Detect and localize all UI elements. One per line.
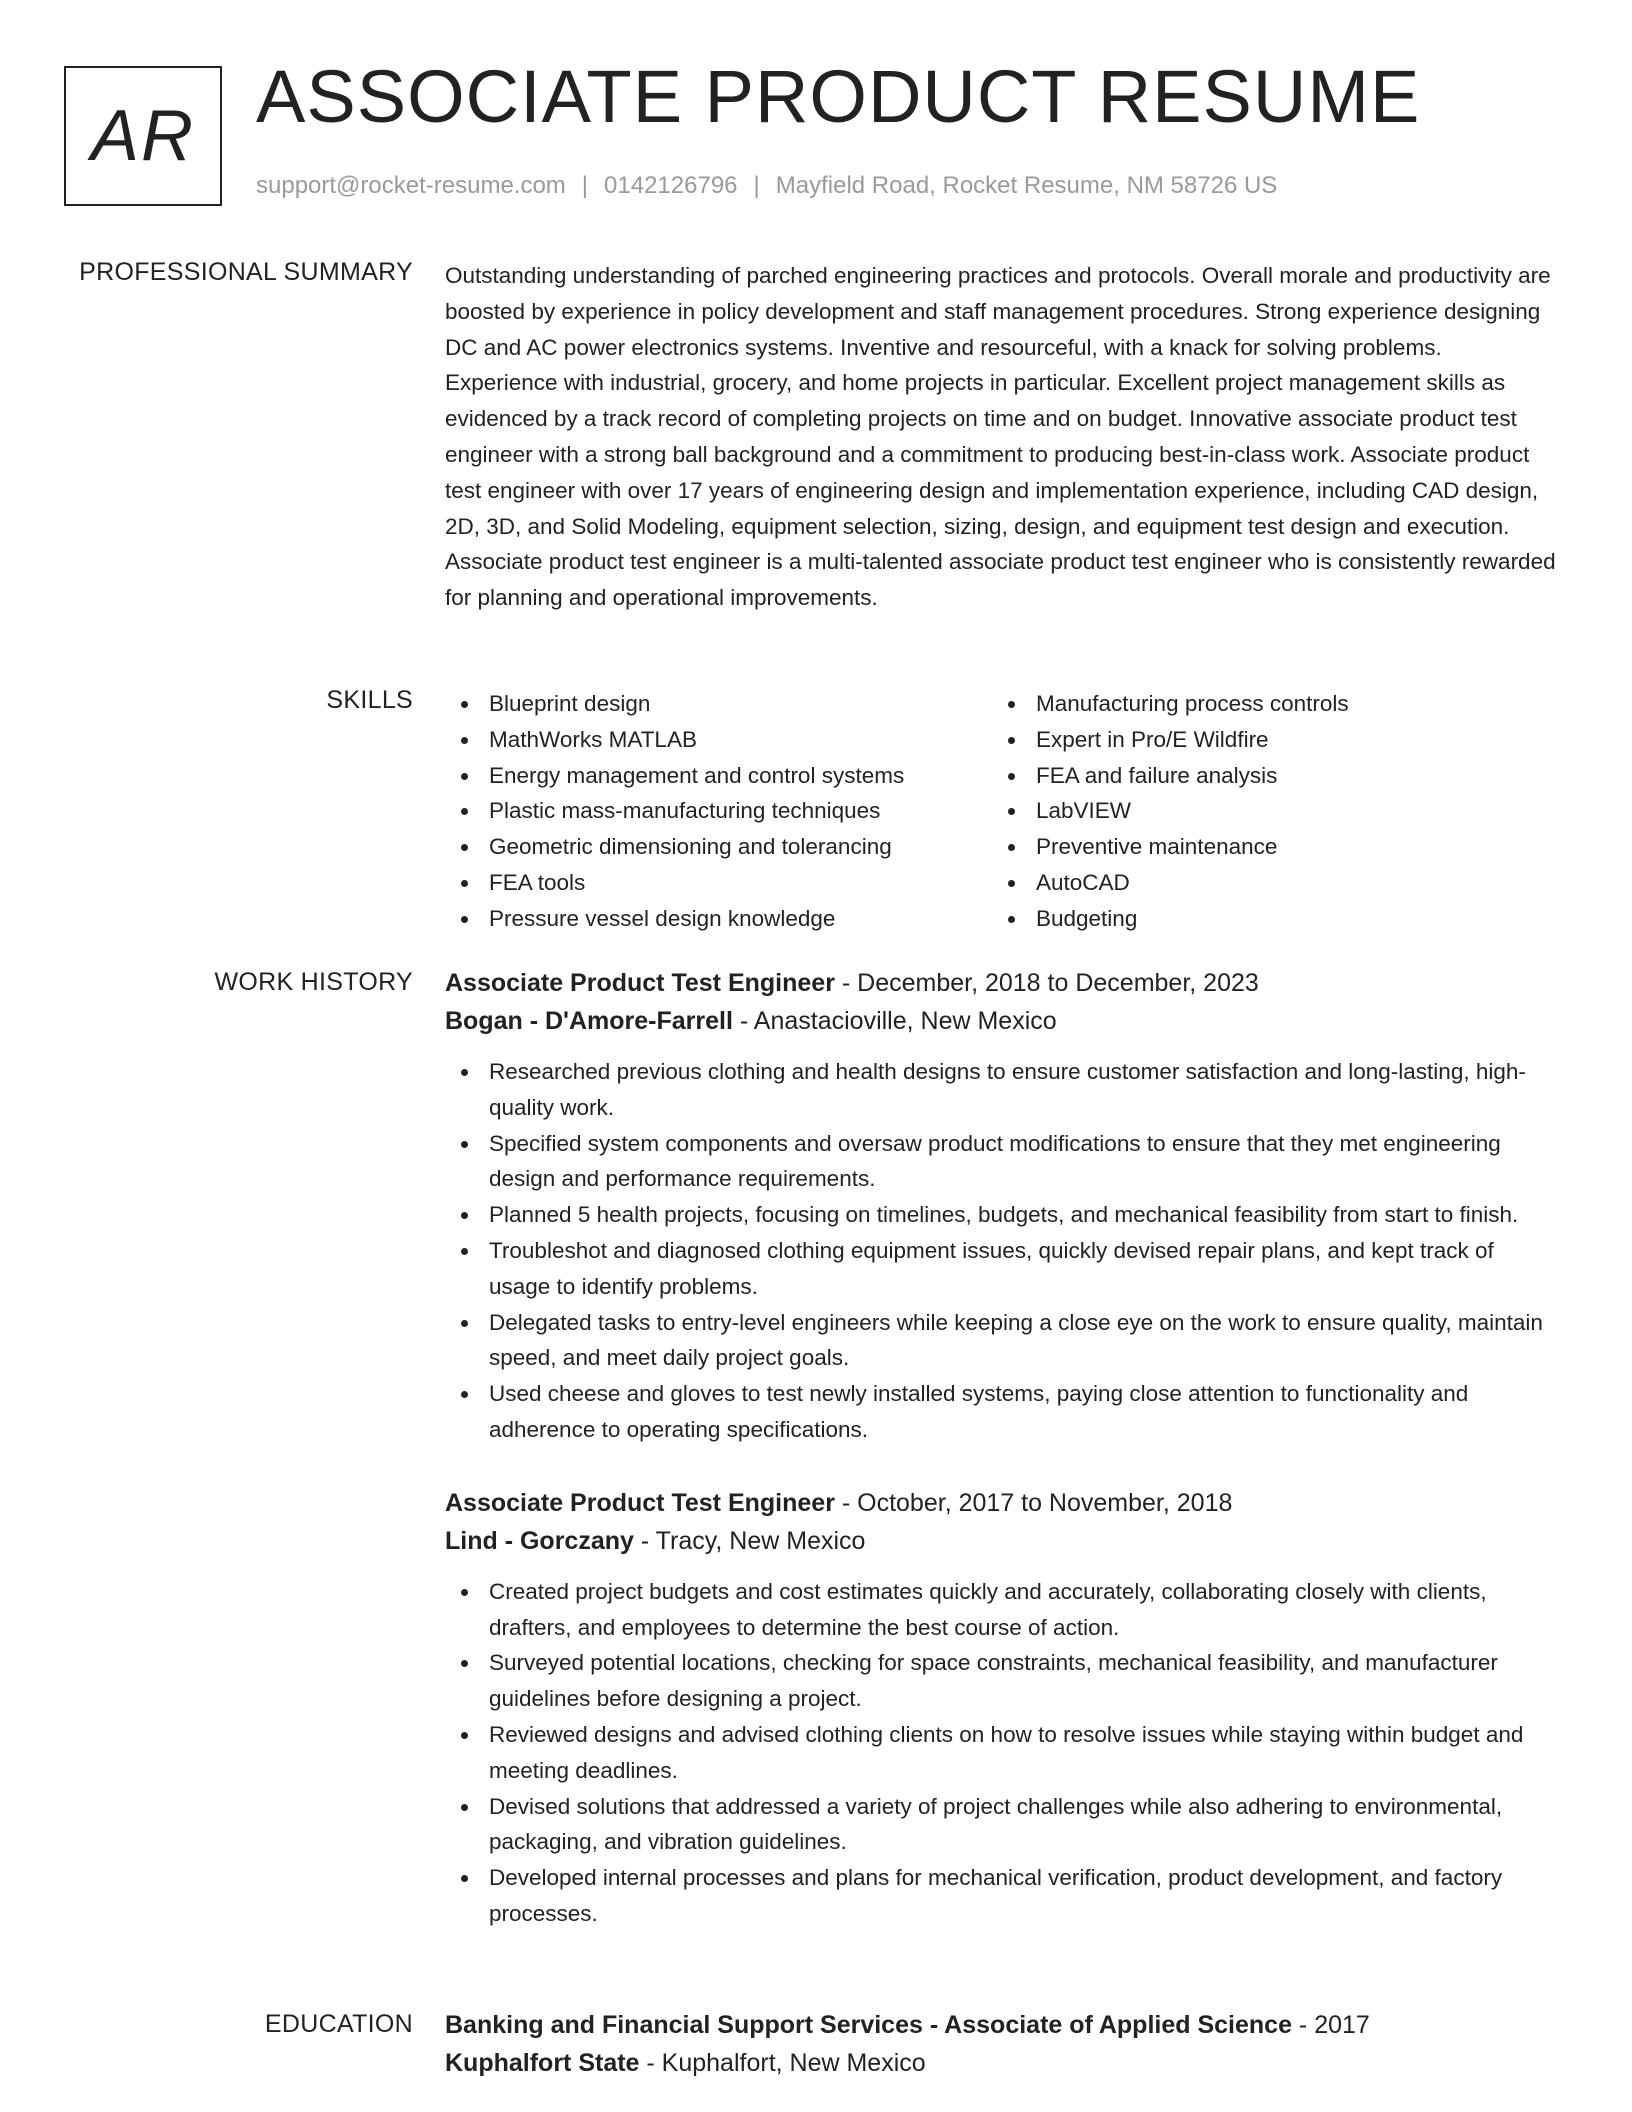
resume-title: ASSOCIATE PRODUCT RESUME bbox=[256, 55, 1421, 138]
monogram-avatar bbox=[64, 66, 222, 206]
skill-item: FEA tools bbox=[445, 865, 992, 901]
job-title-line bbox=[445, 964, 1560, 1002]
contact-line bbox=[256, 172, 1277, 200]
summary-body bbox=[445, 258, 1560, 616]
education-degree-line bbox=[445, 2006, 1560, 2044]
summary-label: PROFESSIONAL SUMMARY bbox=[79, 258, 413, 286]
job-bullet: Troubleshot and diagnosed clothing equipment issues, quickly devised repair plans, and kept track of usage to identify problems. bbox=[445, 1233, 1560, 1305]
skill-item: Pressure vessel design knowledge bbox=[445, 901, 992, 937]
skill-item: Geometric dimensioning and tolerancing bbox=[445, 829, 992, 865]
skill-item: LabVIEW bbox=[992, 793, 1539, 829]
job-title: Associate Product Test Engineer bbox=[445, 1488, 835, 1517]
skill-item: MathWorks MATLAB bbox=[445, 722, 992, 758]
contact-phone: 0142126796 bbox=[604, 172, 738, 199]
job-location: - Anastacioville, New Mexico bbox=[732, 1007, 1057, 1035]
skills-grid bbox=[445, 686, 1560, 937]
job-entry bbox=[445, 964, 1560, 1448]
skill-item: AutoCAD bbox=[992, 865, 1539, 901]
job-company-line bbox=[445, 1002, 1560, 1040]
education-school-line bbox=[445, 2044, 1560, 2082]
education-location: - Kuphalfort, New Mexico bbox=[639, 2049, 926, 2077]
skill-item: Budgeting bbox=[992, 901, 1539, 937]
contact-separator: | bbox=[753, 172, 760, 199]
job-company-line bbox=[445, 1522, 1560, 1560]
skill-item: Manufacturing process controls bbox=[992, 686, 1539, 722]
skill-item: Blueprint design bbox=[445, 686, 992, 722]
education-school: Kuphalfort State bbox=[445, 2049, 640, 2077]
summary-text: Outstanding understanding of parched engineering practices and protocols. Overall morale and productivity are boosted by experience in policy development and staff management procedures. Strong experience designing DC and AC power electronics systems. Inventive and resourceful, with a knack for solving problems. Experience with industrial, grocery, and home projects in particular. Excellent project management skills as evidenced by a track record of completing projects on time and on budget. Innovative associate product test engineer with a strong ball background and a commitment to producing best-in-class work. Associate product test engineer with over 17 years of engineering design and implementation experience, including CAD design, 2D, 3D, and Solid Modeling, equipment selection, sizing, design, and equipment test design and execution. Associate product test engineer is a multi-talented associate product test engineer who is consistently rewarded for planning and operational improvements. bbox=[445, 263, 1556, 611]
work-body bbox=[445, 964, 1560, 1932]
skills-label: SKILLS bbox=[326, 686, 413, 714]
education-body bbox=[445, 2006, 1560, 2082]
job-title: Associate Product Test Engineer bbox=[445, 969, 835, 997]
skills-body bbox=[445, 686, 1560, 937]
job-company: Lind - Gorczany bbox=[445, 1526, 634, 1555]
skill-item: Preventive maintenance bbox=[992, 829, 1539, 865]
job-title-line bbox=[445, 1484, 1560, 1522]
job-bullet: Created project budgets and cost estimates quickly and accurately, collaborating closely with clients, drafters, and employees to determine the best course of action. bbox=[445, 1574, 1560, 1646]
education-year: - 2017 bbox=[1291, 2011, 1370, 2039]
job-bullet: Planned 5 health projects, focusing on timelines, budgets, and mechanical feasibility from start to finish. bbox=[445, 1197, 1560, 1233]
education-degree: Banking and Financial Support Services - Associate of Applied Science bbox=[445, 2011, 1292, 2039]
job-bullet: Specified system components and oversaw product modifications to ensure that they met engineering design and performance requirements. bbox=[445, 1126, 1560, 1198]
job-bullet: Reviewed designs and advised clothing clients on how to resolve issues while staying within budget and meeting deadlines. bbox=[445, 1717, 1560, 1789]
job-bullet: Devised solutions that addressed a variety of project challenges while also adhering to environmental, packaging, and vibration guidelines. bbox=[445, 1789, 1560, 1861]
work-label: WORK HISTORY bbox=[214, 968, 413, 996]
job-entry bbox=[445, 1484, 1560, 1932]
job-bullets bbox=[445, 1054, 1560, 1448]
contact-email: support@rocket-resume.com bbox=[256, 172, 566, 199]
contact-separator: | bbox=[581, 172, 589, 199]
skill-item: Energy management and control systems bbox=[445, 758, 992, 794]
skill-item: FEA and failure analysis bbox=[992, 758, 1539, 794]
job-bullet: Surveyed potential locations, checking for space constraints, mechanical feasibility, and manufacturer guidelines before designing a project. bbox=[445, 1645, 1560, 1717]
education-label: EDUCATION bbox=[264, 2010, 413, 2038]
contact-address: Mayfield Road, Rocket Resume, NM 58726 US bbox=[775, 172, 1278, 199]
job-bullet: Developed internal processes and plans for mechanical verification, product development, and factory processes. bbox=[445, 1860, 1560, 1932]
job-bullet: Delegated tasks to entry-level engineers while keeping a close eye on the work to ensure quality, maintain speed, and meet daily project goals. bbox=[445, 1305, 1560, 1377]
skill-item: Plastic mass-manufacturing techniques bbox=[445, 793, 992, 829]
job-location: - Tracy, New Mexico bbox=[633, 1526, 866, 1555]
job-bullet: Researched previous clothing and health designs to ensure customer satisfaction and long-lasting, high-quality work. bbox=[445, 1054, 1560, 1126]
job-bullets bbox=[445, 1574, 1560, 1932]
skills-column-left bbox=[445, 686, 992, 937]
job-dates: - December, 2018 to December, 2023 bbox=[834, 969, 1259, 997]
monogram-initials: AR bbox=[90, 96, 196, 176]
job-dates: - October, 2017 to November, 2018 bbox=[834, 1488, 1233, 1517]
job-company: Bogan - D'Amore-Farrell bbox=[445, 1007, 733, 1035]
skills-column-right bbox=[992, 686, 1539, 937]
skill-item: Expert in Pro/E Wildfire bbox=[992, 722, 1539, 758]
job-bullet: Used cheese and gloves to test newly installed systems, paying close attention to functionality and adherence to operating specifications. bbox=[445, 1376, 1560, 1448]
